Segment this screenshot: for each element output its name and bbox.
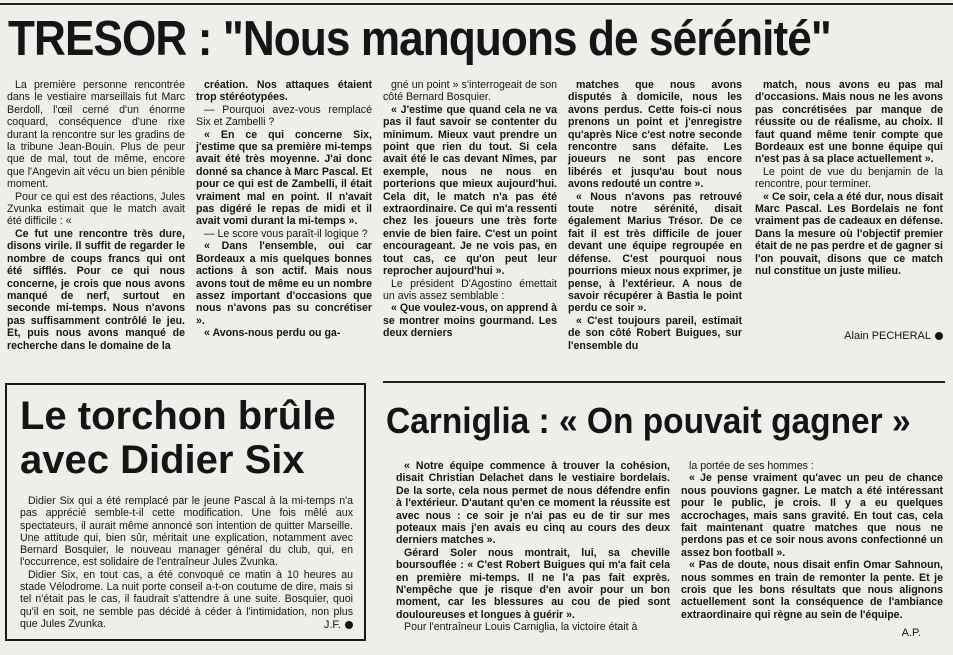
paragraph: La première personne rencontrée dans le vestiaire marseillais fut Marc Berdoll, l'œil cerné d'un énorme coquard, conséquence d'une rixe durant la rencontre sur les gradins de la tribune Jean-Bouin. Plus de peur que de mal, tout de même, encore que l'Angevin ait vécu un bien pénible moment. xyxy=(7,79,185,191)
paragraph: gné un point » s'interrogeait de son côté Bernard Bosquier. xyxy=(383,79,557,104)
paragraph: — Pourquoi avez-vous remplacé Six et Zambelli ? xyxy=(196,103,372,129)
paragraph: « Pas de doute, nous disait enfin Omar Sahnoun, nous sommes en train de remonter la pente. Et je crois que les bons résultats que nous alignons actuellement sont la conséquence de l'ambiance extraordinaire qui règne au sein de l'équipe. xyxy=(681,559,943,621)
paragraph: Gérard Soler nous montrait, lui, sa cheville boursouflée : « C'est Robert Buigues qui m'a fait cela en première mi-temps. Il ne l'a pas fait exprès. N'empêche que je risque d'en avoir pour un bon moment, car les blessures au cou de pied sont douloureuses et longues à guérir ». xyxy=(396,546,670,621)
article1-col2 xyxy=(196,79,372,375)
article3-col1 xyxy=(396,460,670,650)
paragraph: match, nous avons eu pas mal d'occasions. Mais nous ne les avons pas concrétisées par manque de réussite ou de réalisme, au choix. Il faut quand même tenir compte que Bordeaux est une bonne équipe qui n'est pas à sa place actuellement ». xyxy=(755,79,943,166)
article3-col2 xyxy=(681,460,943,626)
article1-headline: TRESOR : "Nous manquons de sérénité" xyxy=(8,12,831,66)
paragraph: « Notre équipe commence à trouver la cohésion, disait Christian Delachet dans le vestiaire bordelais. De la sorte, cela nous permet de nous défendre enfin à l'extérieur. D'autant qu'en ce moment la réussite est avec nous : ce soir je n'ai pas eu de tir sur mes poteaux mais j'en avais eu cinq au cours des deux derniers matches ». xyxy=(396,460,670,547)
paragraph: « C'est toujours pareil, estimait de son côté Robert Buigues, sur l'ensemble du xyxy=(568,314,742,352)
paragraph: « En ce qui concerne Six, j'estime que sa première mi-temps avait été très moyenne. J'ai donc donné sa chance à Marc Pascal. Et pour ce qui est de Zambelli, il était vraiment mal en point. Il n'avait pas digéré le repas de midi et il avait vomi durant la mi-temps ». xyxy=(196,128,372,228)
paragraph: Le président D'Agostino émettait un avis assez semblable : xyxy=(383,277,557,302)
article2-box xyxy=(5,383,366,641)
paragraph: « Dans l'ensemble, oui car Bordeaux a mis quelques bonnes actions à son actif. Mais nous avons tout de même eu un nombre assez important d'occasions que nous n'avons pas su concrétiser ». xyxy=(196,240,372,327)
paragraph: la portée de ses hommes : xyxy=(689,460,814,472)
paragraph: Le point de vue du benjamin de la rencontre, pour terminer. xyxy=(755,165,943,191)
article1-col4 xyxy=(568,79,742,375)
end-dot-icon xyxy=(345,621,353,629)
article1-bottom-rule xyxy=(383,381,945,383)
article2-signature xyxy=(207,619,353,631)
article3-signature: A.P. xyxy=(901,627,921,639)
article1-col5 xyxy=(755,79,943,327)
article1-col1 xyxy=(7,79,185,375)
paragraph: Pour l'entraîneur Louis Carniglia, la victoire était à xyxy=(404,621,638,634)
paragraph: création. Nos attaques étaient trop stéréotypées. xyxy=(196,79,372,104)
paragraph: « Ce soir, cela a été dur, nous disait Marc Pascal. Les Bordelais ne font vraiment pas de cadeaux en défense. Dans la mesure où l'objectif premier était de ne pas perdre et de gagner si l'on pouvait, disons que ce match nul constitue un juste milieu. xyxy=(755,190,943,278)
paragraph: « Nous n'avons pas retrouvé toute notre sérénité, disait également Marius Trésor. De ce fait il est très difficile de jouer devant une équipe regroupée en défense. C'est pourquoi nous pourrions mieux nous exprimer, je pense, à l'extérieur. A nous de savoir récupérer à Bastia le point perdu ce soir ». xyxy=(568,190,742,315)
end-dot-icon xyxy=(935,332,943,340)
article3-headline: Carniglia : « On pouvait gagner » xyxy=(386,400,911,441)
paragraph: Pour ce qui est des réactions, Jules Zvunka estimait que le match avait été difficile : « xyxy=(7,190,185,228)
paragraph: Ce fut une rencontre très dure, disons virile. Il suffit de regarder le nombre de coups francs qui ont été sifflés. Pour ce qui nous concerne, je crois que nous avons manqué de nerf, surtout en seconde mi-temps. Nous n'avons pas suffisamment contrôlé le jeu. Et, puis nous avons manqué de recherche dans le domaine de la xyxy=(7,227,185,352)
paragraph: — Le score vous paraît-il logique ? xyxy=(204,227,368,240)
signature-text: J.F. xyxy=(323,619,341,631)
signature-text: Alain PECHERAL xyxy=(844,330,931,342)
article2-headline-line2: avec Didier Six xyxy=(20,438,305,482)
paragraph: Didier Six, en tout cas, a été convoqué ce matin à 10 heures au stade Vélodrome. La nuit porte conseil a-t-on coutume de dire, mais si tel n'était pas le cas, il faudrait s'attendre à une suite. Bosquier, quoi qu'il en soit, ne semble pas décidé à céder à l'intimidation, non plus que Jules Zvunka. xyxy=(20,568,353,630)
article2-headline-line1: Le torchon brûle xyxy=(20,394,336,438)
paragraph: « Je pense vraiment qu'avec un peu de chance nous pouvions gagner. Le match a été intéressant pour le public, je crois. Il y a eu quelques accrochages, mais sans gravité. En tout cas, cela fait maintenant quatre matches que nous ne perdons pas et ce soir nous avons confectionné un assez bon football ». xyxy=(681,472,943,559)
paragraph: « Avons-nous perdu ou ga- xyxy=(204,327,341,340)
paragraph: « Que voulez-vous, on apprend à se montrer moins gourmand. Les deux derniers xyxy=(383,302,557,340)
paragraph: Didier Six qui a été remplacé par le jeune Pascal à la mi-temps n'a pas apprécié semble-t-il cette modification. Une fois mêlé aux spectateurs, il aurait même annoncé son intention de quitter Marseille. Une attitude qui, bien sûr, méritait une explication, notamment avec Bernard Bosquier, le nouveau manager général du club, qui, en l'occurrence, est solidaire de l'entraîneur Jules Zvunka. xyxy=(20,495,353,569)
article1-col3 xyxy=(383,79,557,375)
paragraph: « J'estime que quand cela ne va pas il faut savoir se contenter du minimum. Mieux vaut prendre un point que rien du tout. Si cela avait été le cas devant Nîmes, par exemple, nous ne nous en porterions que mieux aujourd'hui. Cela dit, le match n'a pas été extraordinaire. Ce qui m'a ressenti chez les joueurs une très forte envie de bien faire. C'est un point encourageant. Je ne vois pas, en tout cas, ce qu'on peut leur reprocher aujourd'hui ». xyxy=(383,103,557,278)
article1-signature xyxy=(755,330,943,342)
paragraph: matches que nous avons disputés à domicile, nous les avons perdus. Cette fois-ci nous prenons un point et j'enregistre qu'après Nice c'est notre seconde rencontre sans défaite. Les joueurs ne sont pas encore libérés et jusqu'au bout nous avons redouté un contre ». xyxy=(568,79,742,191)
top-rule xyxy=(0,3,953,5)
